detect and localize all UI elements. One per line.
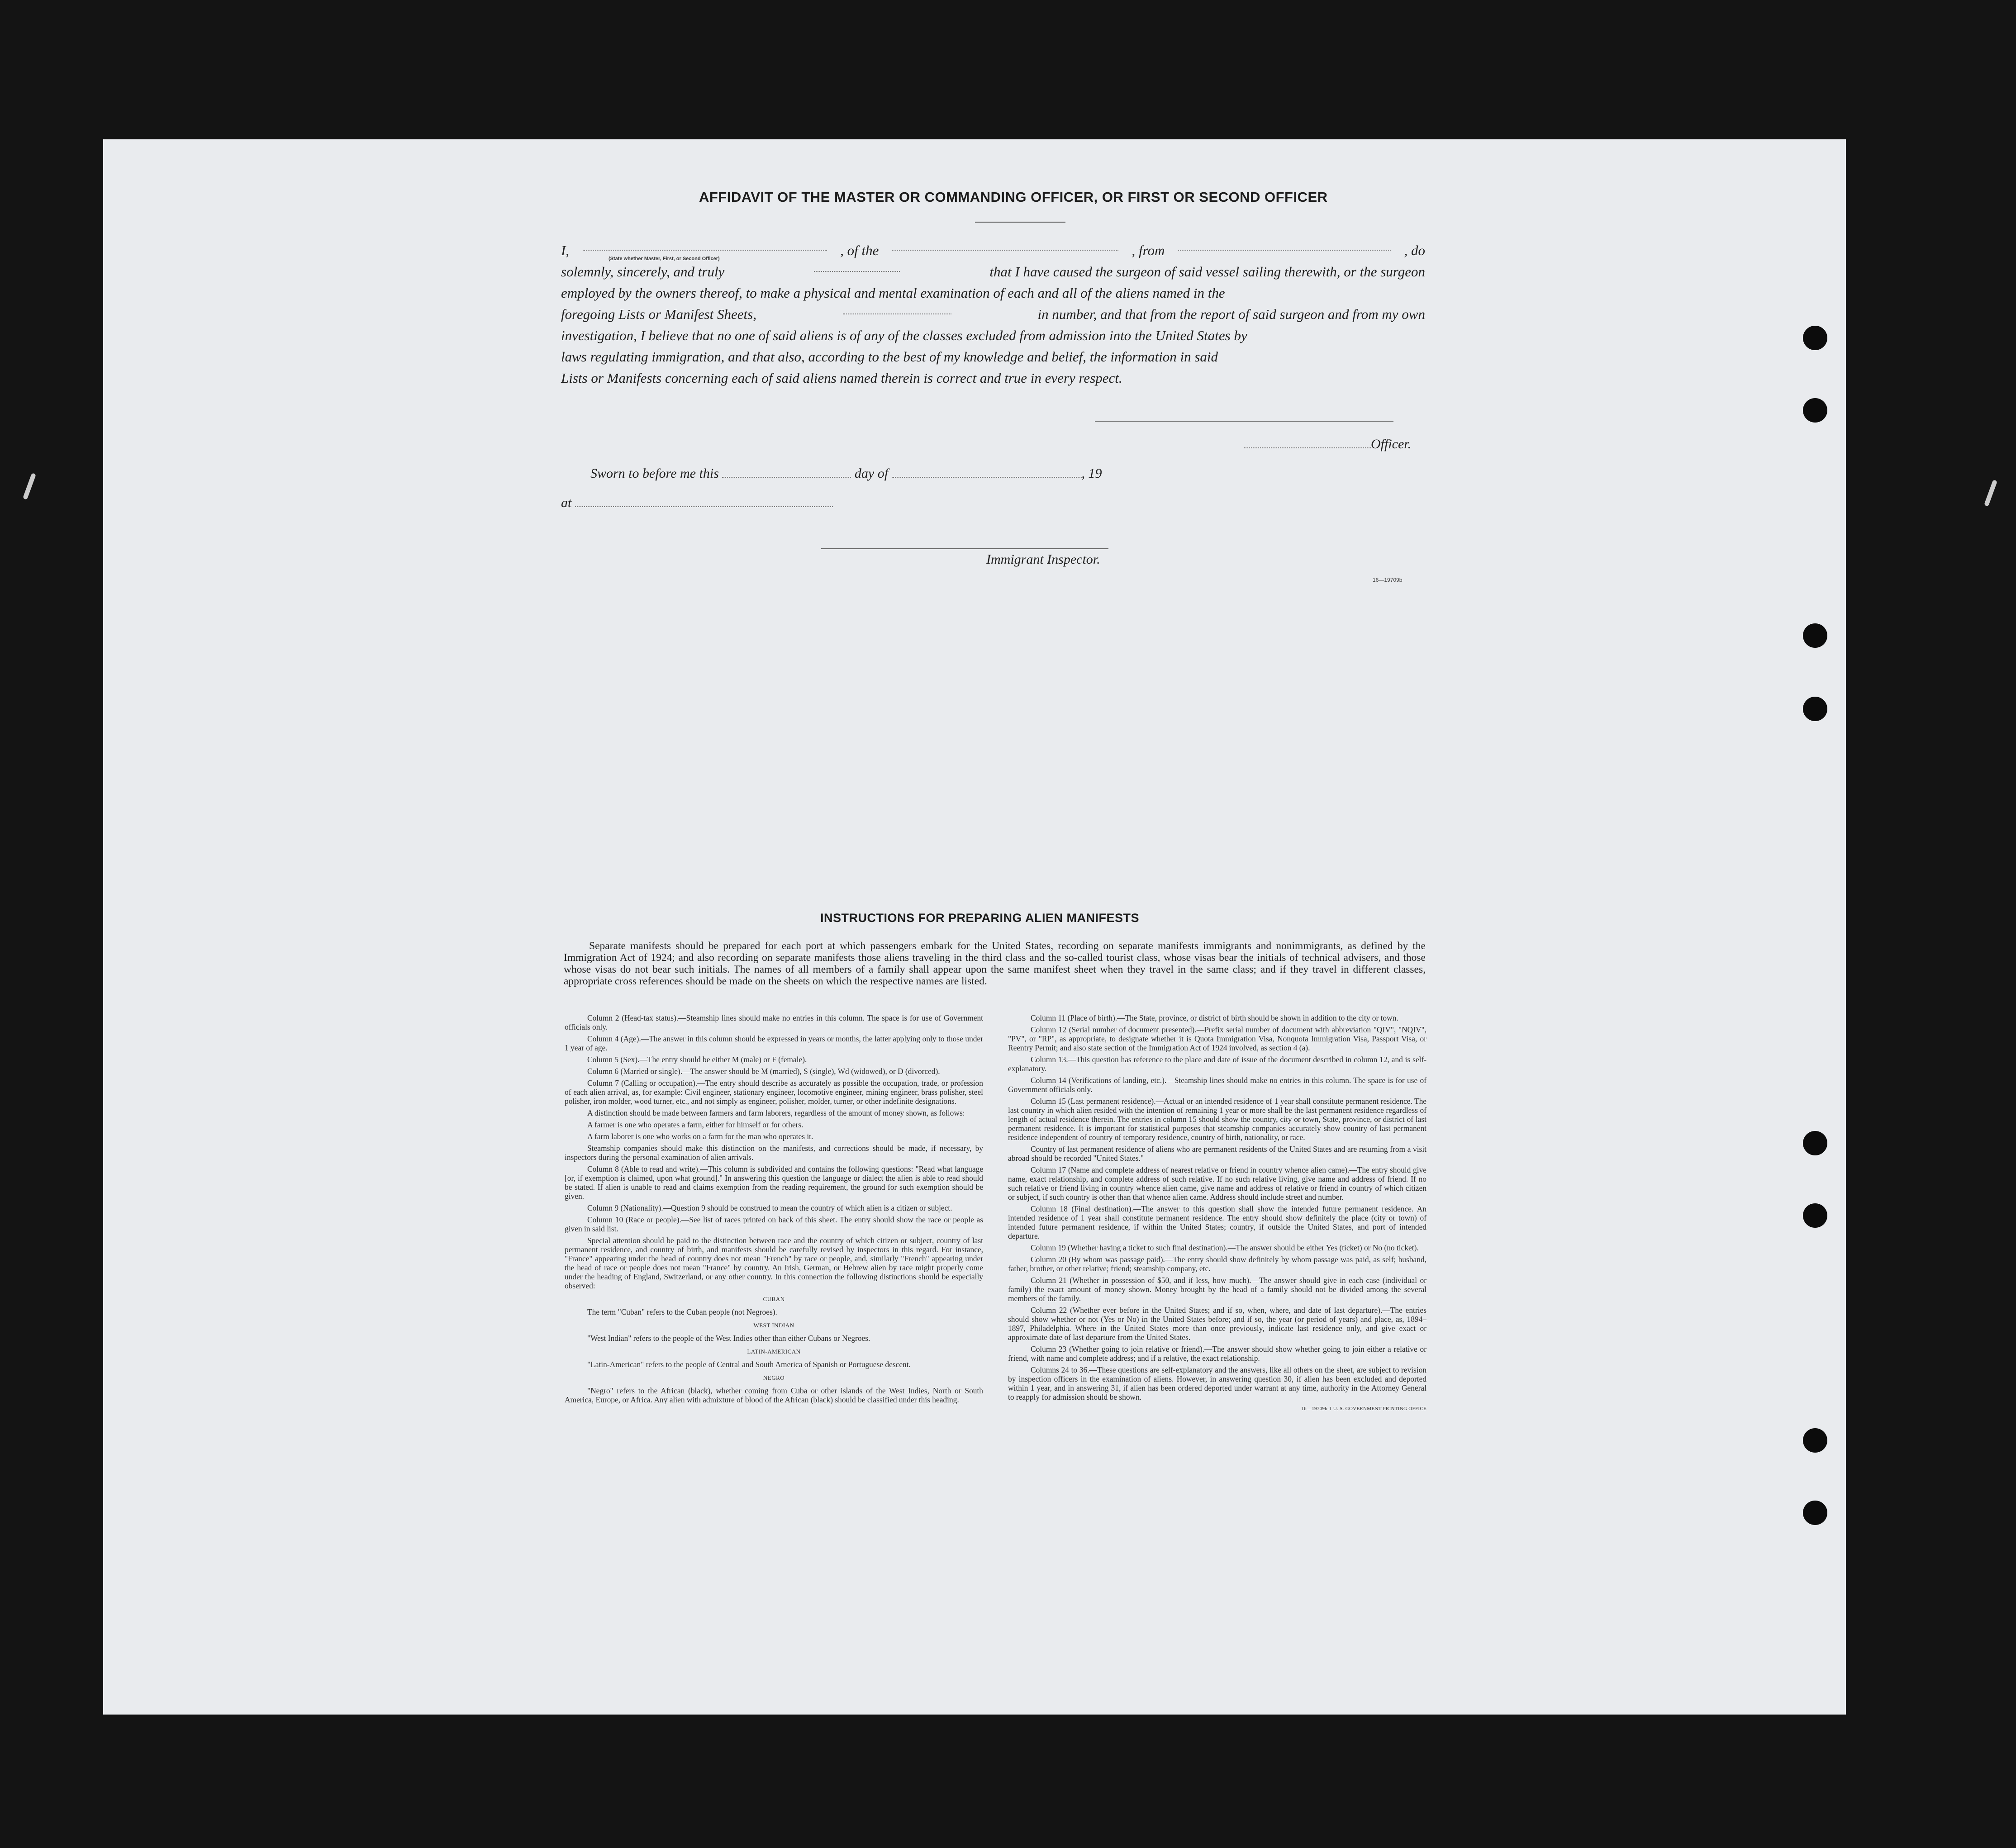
heading-underline bbox=[975, 222, 1065, 223]
instruction-paragraph: Column 19 (Whether having a ticket to such final destination).—The answer should be either Yes (ticket) or No (no ticket). bbox=[1031, 1243, 1419, 1252]
instruction-paragraph: Steamship companies should make this distinction on the manifests, and corrections should be made, if necessary, by inspectors during the personal examination of alien arrivals. bbox=[565, 1144, 983, 1162]
at-row bbox=[561, 495, 833, 511]
inspector-signature-line[interactable] bbox=[821, 548, 1108, 549]
sworn-text: Sworn to before me this bbox=[590, 466, 719, 481]
subheading-negro: NEGRO bbox=[763, 1374, 785, 1381]
instruction-paragraph: Column 8 (Able to read and write).—This column is subdivided and contains the following questions: "Read what language [or, if exemption is claimed, upon what ground]." In answering this question the language or dialect the alien is able to read should be stated. If alien is unable to read and claims exemption from the reading requirement, the ground for such exemption should be given. bbox=[565, 1164, 983, 1201]
affidavit-line-5: investigation, I believe that no one of said aliens is of any of the classes excluded from admission into the United States by bbox=[561, 328, 1247, 343]
punch-hole bbox=[1803, 623, 1827, 648]
sworn-row bbox=[590, 466, 1102, 481]
instructions-title: INSTRUCTIONS FOR PREPARING ALIEN MANIFESTS bbox=[820, 911, 1140, 925]
instruction-paragraph: Column 18 (Final destination).—The answer to this question shall show the intended future permanent residence. An intended residence of 1 year shall constitute permanent residence. The entry should show definitely the place (city or town) of intended future permanent residence, if within the United States; country, if outside the United States, and port of intended departure. bbox=[1008, 1204, 1426, 1240]
scan-mark bbox=[1984, 480, 1997, 507]
officer-signature-line[interactable] bbox=[1095, 421, 1393, 422]
affidavit-line-2 bbox=[561, 261, 1425, 282]
punch-hole bbox=[1803, 326, 1827, 350]
affidavit-text: that I have caused the surgeon of said vessel sailing therewith, or the surgeon bbox=[989, 264, 1425, 280]
affidavit-text: , of the bbox=[840, 242, 879, 258]
instruction-paragraph: Country of last permanent residence of aliens who are permanent residents of the United States and are returning from a visit abroad should be recorded "United States." bbox=[1008, 1145, 1426, 1163]
instruction-paragraph: A farmer is one who operates a farm, either for himself or for others. bbox=[587, 1120, 804, 1129]
footer-code: 16—19709b-1 U. S. GOVERNMENT PRINTING OFFICE bbox=[1301, 1406, 1426, 1411]
instruction-paragraph: "Negro" refers to the African (black), whether coming from Cuba or other islands of the West Indies, North or South America, Europe, or Africa. Any alien with admixture of blood of the African (black) should be classified under this heading. bbox=[565, 1386, 983, 1404]
affidavit-heading: AFFIDAVIT OF THE MASTER OR COMMANDING OFFICER, OR FIRST OR SECOND OFFICER bbox=[699, 189, 1328, 205]
instruction-paragraph: Special attention should be paid to the distinction between race and the country of which citizen or subject, country of last permanent residence, and country of birth, and manifests should be carefully revised by inspectors in this regard. For instance, "France" appearing under the head of country does not mean "French" by race or people, and, similarly "French" appearing under the head of race or people does not mean "France" by country. An Irish, German, or Hebrew alien by race might properly come under the heading of England, Switzerland, or any other country. In this connection the following distinctions should be especially observed: bbox=[565, 1236, 983, 1290]
punch-hole bbox=[1803, 398, 1827, 423]
subheading-west-indian: WEST INDIAN bbox=[753, 1322, 794, 1329]
instruction-paragraph: Columns 24 to 36.—These questions are self-explanatory and the answers, like all others on the sheet, are subject to revision by inspection officers in the examination of aliens. However, in answering question 30, if alien has been excluded and deported within 1 year, and in answering 31, if alien has been ordered deported under warrant at any time, authority in the Attorney General to reapply for admission should be shown. bbox=[1008, 1365, 1426, 1401]
affidavit-line-7: Lists or Manifests concerning each of said aliens named therein is correct and true in every respect. bbox=[561, 370, 1122, 386]
vessel-blank[interactable] bbox=[892, 240, 1118, 251]
affidavit-text: solemnly, sincerely, and truly bbox=[561, 264, 725, 280]
sworn-year-text: , 19 bbox=[1081, 466, 1102, 481]
instruction-paragraph: Column 15 (Last permanent residence).—Actual or an intended residence of 1 year shall constitute permanent residence. The last country in which alien resided with the intention of remaining 1 year or more shall be the last permanent residence regardless of length of actual residence therein. The entries in column 15 should show the country, city or town, State, province, or district of last permanent residence. It is important for statistical purposes that steamship companies accurately show country of last permanent residence independent of country of temporary residence, country of birth, nationality, or race. bbox=[1008, 1097, 1426, 1142]
sworn-day-blank[interactable] bbox=[722, 467, 851, 478]
instruction-paragraph: Column 22 (Whether ever before in the United States; and if so, when, where, and date of last departure).—The entries should show whether or not (Yes or No) in the United States before; and if so, the year (or period of years) and place, as, 1894–1897, Philadelphia. Where in the United States more than once previously, indicate last residence only, and give exact or approximate date of last departure from the United States. bbox=[1008, 1306, 1426, 1342]
affidavit-body bbox=[561, 240, 1425, 389]
instructions-right-column bbox=[1008, 1013, 1426, 1416]
officer-blank[interactable] bbox=[583, 240, 827, 251]
instruction-paragraph: Column 12 (Serial number of document presented).—Prefix serial number of document with abbreviation "QIV", "NQIV", "PV", or "RP", as appropriate, to designate whether it is Quota Immigration Visa, Nonquota Immigration Visa, Passport Visa, or Reentry Permit; and also state section of the Immigration Act of 1924 involved, as section 4 (a). bbox=[1008, 1025, 1426, 1052]
sworn-text: day of bbox=[854, 466, 889, 481]
affidavit-line-3: employed by the owners thereof, to make a physical and mental examination of each and all of the aliens named in the bbox=[561, 285, 1225, 301]
instructions-left-column bbox=[565, 1013, 983, 1407]
sworn-month-blank[interactable] bbox=[892, 467, 1082, 478]
instruction-paragraph: Column 6 (Married or single).—The answer should be M (married), S (single), Wd (widowed), or D (divorced). bbox=[587, 1067, 940, 1076]
oath-blank[interactable] bbox=[814, 261, 900, 272]
affidavit-text: , from bbox=[1132, 242, 1165, 258]
instruction-paragraph: Column 11 (Place of birth).—The State, province, or district of birth should be shown in addition to the city or town. bbox=[1031, 1013, 1398, 1022]
location-blank[interactable] bbox=[575, 496, 833, 507]
inspector-label: Immigrant Inspector. bbox=[986, 552, 1100, 567]
instruction-paragraph: Column 14 (Verifications of landing, etc.).—Steamship lines should make no entries in this column. The space is for use of Government officials only. bbox=[1008, 1076, 1426, 1094]
officer-rank-note: (State whether Master, First, or Second Officer) bbox=[609, 256, 720, 261]
subheading-cuban: CUBAN bbox=[763, 1296, 785, 1302]
sheet-count-blank[interactable] bbox=[843, 304, 951, 314]
instructions-intro: Separate manifests should be prepared for each port at which passengers embark for the United States, recording on separate manifests immigrants and nonimmigrants, as defined by the Immigration Act of 1924; and also recording on separate manifests those aliens traveling in the third class and the so-called tourist class, whose visas bear the initials of technical advisers, and those whose visas do not bear such initials. The names of all members of a family shall appear upon the same manifest sheet when they travel in the same class; and if they travel in different classes, appropriate cross references should be made on the sheets on which the respective names are listed. bbox=[564, 940, 1426, 987]
affidavit-text: in number, and that from the report of said surgeon and from my own bbox=[1037, 306, 1425, 322]
instruction-paragraph: Column 23 (Whether going to join relative or friend).—The answer should show whether going to join either a relative or friend, with name and complete address; and if a relative, the exact relationship. bbox=[1008, 1344, 1426, 1363]
punch-hole bbox=[1803, 1203, 1827, 1228]
instruction-paragraph: "West Indian" refers to the people of the West Indies other than either Cubans or Negroes. bbox=[587, 1334, 870, 1343]
scan-mark bbox=[23, 473, 36, 500]
instruction-paragraph: Column 7 (Calling or occupation).—The entry should describe as accurately as possible the occupation, trade, or profession of each alien arrival, as, for example: Civil engineer, stationary engineer, locomotive engineer, mining engineer, brass polisher, steel polisher, iron molder, wood turner, etc., and not simply as engineer, polisher, molder, turner, or other indefinite designations. bbox=[565, 1078, 983, 1106]
instruction-paragraph: Column 4 (Age).—The answer in this column should be expressed in years or months, the latter applying only to those under 1 year of age. bbox=[565, 1034, 983, 1052]
port-blank[interactable] bbox=[1178, 240, 1391, 251]
affidavit-text: , do bbox=[1404, 242, 1425, 258]
officer-title-blank[interactable] bbox=[1244, 437, 1371, 448]
affidavit-text: I, bbox=[561, 242, 570, 258]
punch-hole bbox=[1803, 1428, 1827, 1453]
subheading-latin-american: LATIN-AMERICAN bbox=[747, 1348, 801, 1355]
instruction-paragraph: The term "Cuban" refers to the Cuban people (not Negroes). bbox=[587, 1307, 777, 1316]
instruction-paragraph: Column 17 (Name and complete address of nearest relative or friend in country whence alien came).—The entry should give name, exact relationship, and complete address of such relative. If no such relative living, give name and address of friend. If no such relative or friend living in country whence alien came, give name and address of relative or friend in country of which citizen or subject, if such country is other than that whence alien came. Address should include street and number. bbox=[1008, 1165, 1426, 1202]
instruction-paragraph: "Latin-American" refers to the people of Central and South America of Spanish or Portuguese descent. bbox=[587, 1360, 911, 1369]
instruction-paragraph: A distinction should be made between farmers and farm laborers, regardless of the amount of money shown, as follows: bbox=[587, 1108, 965, 1117]
instruction-paragraph: Column 5 (Sex).—The entry should be either M (male) or F (female). bbox=[587, 1055, 807, 1064]
instruction-paragraph: A farm laborer is one who works on a farm for the man who operates it. bbox=[587, 1132, 813, 1141]
affidavit-line-6: laws regulating immigration, and that also, according to the best of my knowledge and belief, the information in said bbox=[561, 349, 1218, 365]
at-label: at bbox=[561, 495, 572, 510]
officer-signature-row bbox=[1244, 437, 1411, 452]
affidavit-line-4 bbox=[561, 304, 1425, 325]
instruction-paragraph: Column 2 (Head-tax status).—Steamship lines should make no entries in this column. The space is for use of Government officials only. bbox=[565, 1013, 983, 1031]
punch-hole bbox=[1803, 1131, 1827, 1155]
instruction-paragraph: Column 21 (Whether in possession of $50, and if less, how much).—The answer should give in each case (individual or family) the exact amount of money shown. Money brought by the head of a family should not be divided among the several members of the family. bbox=[1008, 1276, 1426, 1303]
officer-label: Officer. bbox=[1371, 437, 1412, 451]
form-code: 16—19709b bbox=[1373, 577, 1403, 583]
instruction-paragraph: Column 13.—This question has reference to the place and date of issue of the document described in column 12, and is self-explanatory. bbox=[1008, 1055, 1426, 1073]
punch-hole bbox=[1803, 697, 1827, 721]
instruction-paragraph: Column 20 (By whom was passage paid).—The entry should show definitely by whom passage was paid, as self; husband, father, brother, or other relative; friend; steamship company, etc. bbox=[1008, 1255, 1426, 1273]
instruction-paragraph: Column 10 (Race or people).—See list of races printed on back of this sheet. The entry should show the race or people as given in said list. bbox=[565, 1215, 983, 1233]
punch-hole bbox=[1803, 1501, 1827, 1525]
affidavit-text: foregoing Lists or Manifest Sheets, bbox=[561, 306, 756, 322]
instruction-paragraph: Column 9 (Nationality).—Question 9 should be construed to mean the country of which alien is a citizen or subject. bbox=[587, 1203, 952, 1212]
